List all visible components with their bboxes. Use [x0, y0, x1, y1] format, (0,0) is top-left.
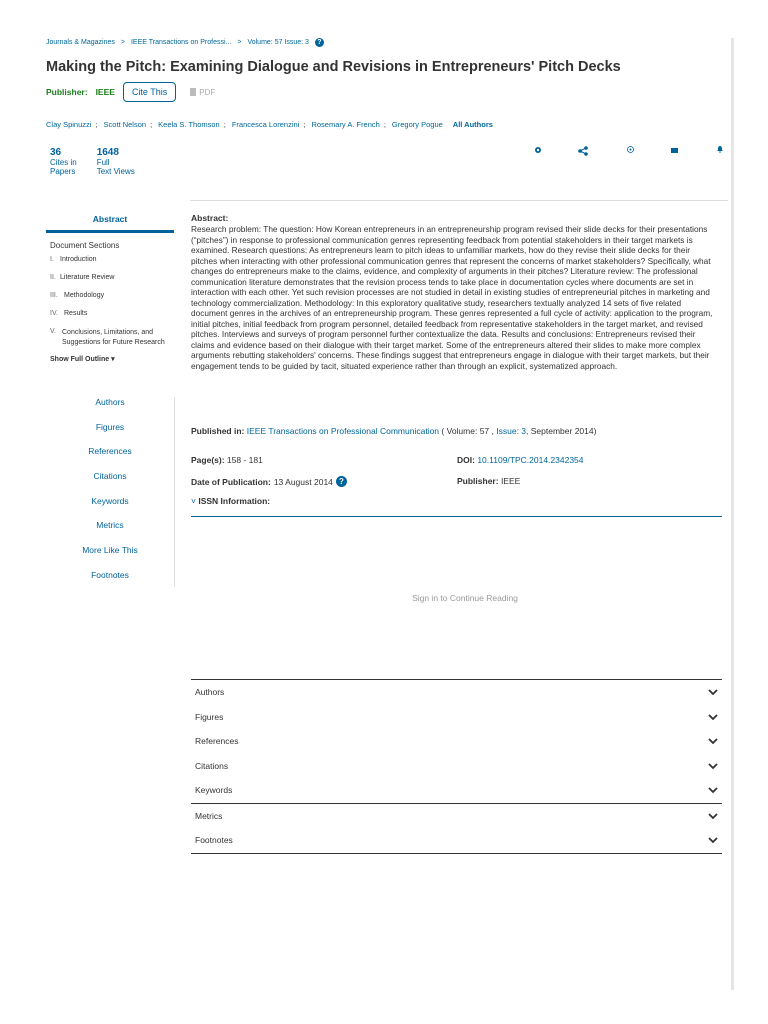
author-link[interactable]: Gregory Pogue: [391, 120, 443, 129]
email-icon[interactable]: [671, 146, 678, 155]
author-separator: ;: [223, 120, 226, 129]
accordion-keywords[interactable]: [191, 778, 722, 803]
publisher-label: Publisher:: [46, 87, 88, 97]
help-icon[interactable]: ?: [315, 38, 324, 47]
accordion-label: Citations: [195, 760, 229, 771]
abstract-section: [191, 213, 717, 371]
sign-in-prompt[interactable]: Sign in to Continue Reading: [412, 593, 518, 603]
volume-text: ( Volume: 57 ,: [441, 426, 494, 436]
sidebar-item-more-like-this[interactable]: More Like This: [82, 545, 138, 556]
publisher-info-label: Publisher:: [457, 476, 499, 486]
views-label: Full: [96, 158, 110, 167]
settings-icon[interactable]: [534, 146, 542, 156]
chevron-down-icon: [708, 836, 718, 844]
cites-label: Cites in: [50, 158, 77, 167]
sidebar-item-footnotes[interactable]: Footnotes: [91, 569, 129, 580]
section-label: Results: [64, 310, 88, 317]
pdf-link[interactable]: [190, 88, 215, 97]
section-number: II.: [50, 274, 56, 281]
views-label: Text Views: [96, 167, 135, 176]
accordion-footnotes[interactable]: [191, 828, 722, 853]
document-sections-heading: Document Sections: [50, 241, 120, 250]
accordion: [191, 679, 722, 854]
sidebar-item-literature-review[interactable]: [50, 274, 174, 281]
caret-down-icon: ▾: [111, 356, 115, 363]
author-separator: ;: [303, 120, 306, 129]
author-list: [46, 120, 493, 129]
section-label: Introduction: [60, 256, 97, 263]
author-separator: ;: [383, 120, 386, 129]
sidebar-item-introduction[interactable]: [50, 256, 174, 263]
accordion-label: Footnotes: [195, 835, 233, 846]
abstract-heading: Abstract:: [191, 213, 229, 223]
page-title: Making the Pitch: Examining Dialogue and Revisions in Entrepreneurs' Pitch Decks: [46, 59, 621, 75]
author-link[interactable]: Keela S. Thomson: [158, 120, 220, 129]
pubdate-info: [191, 476, 347, 487]
sidebar-item-references[interactable]: References: [88, 446, 132, 457]
section-number: IV.: [50, 310, 58, 317]
pages-value: 158 - 181: [226, 455, 263, 465]
show-full-outline-button[interactable]: [46, 355, 174, 363]
pubdate-value: 13 August 2014: [273, 476, 333, 487]
sidebar-item-abstract[interactable]: Abstract: [46, 210, 174, 233]
section-label: Literature Review: [60, 274, 115, 281]
cite-this-button[interactable]: Cite This: [123, 82, 176, 102]
doi-link[interactable]: 10.1109/TPC.2014.2342354: [477, 455, 584, 465]
article-tools: [0, 146, 768, 158]
issn-label: ISSN Information:: [198, 496, 271, 506]
pdf-label: PDF: [199, 87, 216, 97]
journal-link[interactable]: IEEE Transactions on Professional Communication: [246, 426, 440, 436]
sidebar-item-conclusions[interactable]: [50, 328, 174, 348]
breadcrumb-journal[interactable]: IEEE Transactions on Professi...: [130, 39, 232, 46]
sidebar-item-methodology[interactable]: [50, 292, 174, 299]
content-divider: [191, 516, 722, 517]
chevron-down-icon: ˅: [191, 496, 196, 506]
doi-info: [457, 455, 584, 465]
section-number: III.: [50, 292, 58, 299]
section-label: Conclusions, Limitations, and Suggestions for Future Research: [62, 329, 165, 346]
share-icon[interactable]: [578, 146, 588, 158]
author-link[interactable]: Rosemary A. French: [311, 120, 380, 129]
pdf-icon: [190, 88, 196, 96]
accordion-label: Keywords: [195, 785, 233, 796]
accordion-label: Metrics: [195, 810, 223, 821]
cites-label: Papers: [50, 167, 76, 176]
issue-date: , September 2014): [526, 426, 597, 436]
accordion-label: Authors: [195, 687, 225, 698]
author-link[interactable]: Scott Nelson: [103, 120, 147, 129]
chevron-down-icon: [708, 812, 718, 820]
author-separator: ;: [95, 120, 98, 129]
section-list: [46, 256, 174, 348]
accordion-metrics[interactable]: [191, 803, 722, 829]
author-separator: ;: [150, 120, 153, 129]
alert-bell-icon[interactable]: [717, 146, 723, 155]
divider: [190, 200, 728, 201]
breadcrumb-volume[interactable]: Volume: 57 Issue: 3: [247, 39, 309, 46]
abstract-text: Research problem: The question: How Korean entrepreneurs in an entrepreneurship program revised their slide decks for their presentations (“pitches”) in response to professional communication genres representing feedback from potential stakeholders in their target markets is examined. Research questions: As entrepreneurs learn to pitch ideas to unfamiliar markets, how do they revise their slide decks for their pitches when interacting with other professional communication genres that represent the concerns of market stakeholders? Specifically, what changes do entrepreneurs make to the claims, evidence, and complexity of arguments in their pitches? Literature review: The professional communication literature demonstrates that the revision process tends to take place in documentation cycles where documents are set in interaction with each other. Yet such revision processes are not studied in detail in existing studies of entrepreneurial pitches in marketing and technology commercialization. Methodology: In this exploratory qualitative study, researchers textually analyzed 14 sets of five related document genres in the archives of an entrepreneurship program. These genres represented a full cycle of activity: application to the program, initial pitches, initial feedback from program personnel, detailed feedback from representative stakeholders in the target market, and revised pitches. Interviews and surveys of program personnel further contextualize the data. Results and conclusions: Entrepreneurs revised their claims and evidence based on their dialogue with their target market. Some of the entrepreneurs altered their slides to make more complex arguments rebutting stakeholders' concerns. These findings suggest that entrepreneurs engage in dialogue with their target markets, but their engagement tends to be guided by tacit, situated experience rather than through an explicit, systematized approach.: [191, 224, 713, 371]
sidebar-item-citations[interactable]: Citations: [93, 471, 127, 482]
published-in: [191, 426, 596, 436]
accordion-authors[interactable]: [191, 680, 722, 705]
publisher-row: [46, 82, 215, 102]
issue-link[interactable]: Issue: 3: [496, 426, 527, 436]
chevron-down-icon: [708, 786, 718, 794]
accordion-citations[interactable]: [191, 754, 722, 779]
help-icon[interactable]: ?: [336, 476, 347, 487]
chevron-down-icon: [708, 737, 718, 745]
author-link[interactable]: Francesca Lorenzini: [231, 120, 300, 129]
breadcrumb: [46, 38, 324, 47]
breadcrumb-journals[interactable]: Journals & Magazines: [46, 39, 115, 46]
sidebar-links: [46, 397, 175, 587]
accordion-label: Figures: [195, 711, 224, 722]
doi-label: DOI:: [457, 455, 475, 465]
section-number: I.: [50, 256, 54, 263]
sidebar-item-keywords[interactable]: Keywords: [91, 495, 129, 506]
issn-toggle[interactable]: [191, 496, 270, 506]
views-count: 1648: [96, 147, 119, 158]
cites-count: 36: [50, 147, 62, 158]
accordion-references[interactable]: [191, 729, 722, 754]
publisher-info: [457, 476, 520, 486]
chevron-down-icon: [708, 688, 718, 696]
sidebar-item-authors[interactable]: Authors: [95, 397, 125, 407]
section-number: V.: [50, 328, 56, 335]
show-full-outline-label: Show Full Outline: [50, 356, 110, 363]
accordion-figures[interactable]: [191, 705, 722, 730]
document-sidebar: [46, 210, 174, 363]
chevron-down-icon: [708, 762, 718, 770]
page-edge-shadow: [731, 38, 734, 990]
published-in-label: Published in:: [191, 426, 245, 436]
accordion-label: References: [195, 736, 239, 747]
breadcrumb-separator: >: [237, 39, 242, 46]
breadcrumb-separator: >: [120, 39, 125, 46]
sidebar-item-results[interactable]: [50, 310, 174, 317]
all-authors-link[interactable]: All Authors: [452, 120, 493, 129]
pages-info: [191, 455, 263, 465]
publisher-info-value: IEEE: [500, 476, 521, 486]
sidebar-item-metrics[interactable]: Metrics: [96, 520, 124, 531]
section-label: Methodology: [64, 292, 105, 299]
copyright-icon[interactable]: [627, 146, 634, 155]
author-link[interactable]: Clay Spinuzzi: [46, 120, 92, 129]
chevron-down-icon: [708, 713, 718, 721]
pubdate-label: Date of Publication:: [191, 476, 271, 487]
publisher-value: IEEE: [95, 87, 115, 97]
sidebar-item-figures[interactable]: Figures: [95, 421, 125, 432]
pages-label: Page(s):: [191, 455, 225, 465]
